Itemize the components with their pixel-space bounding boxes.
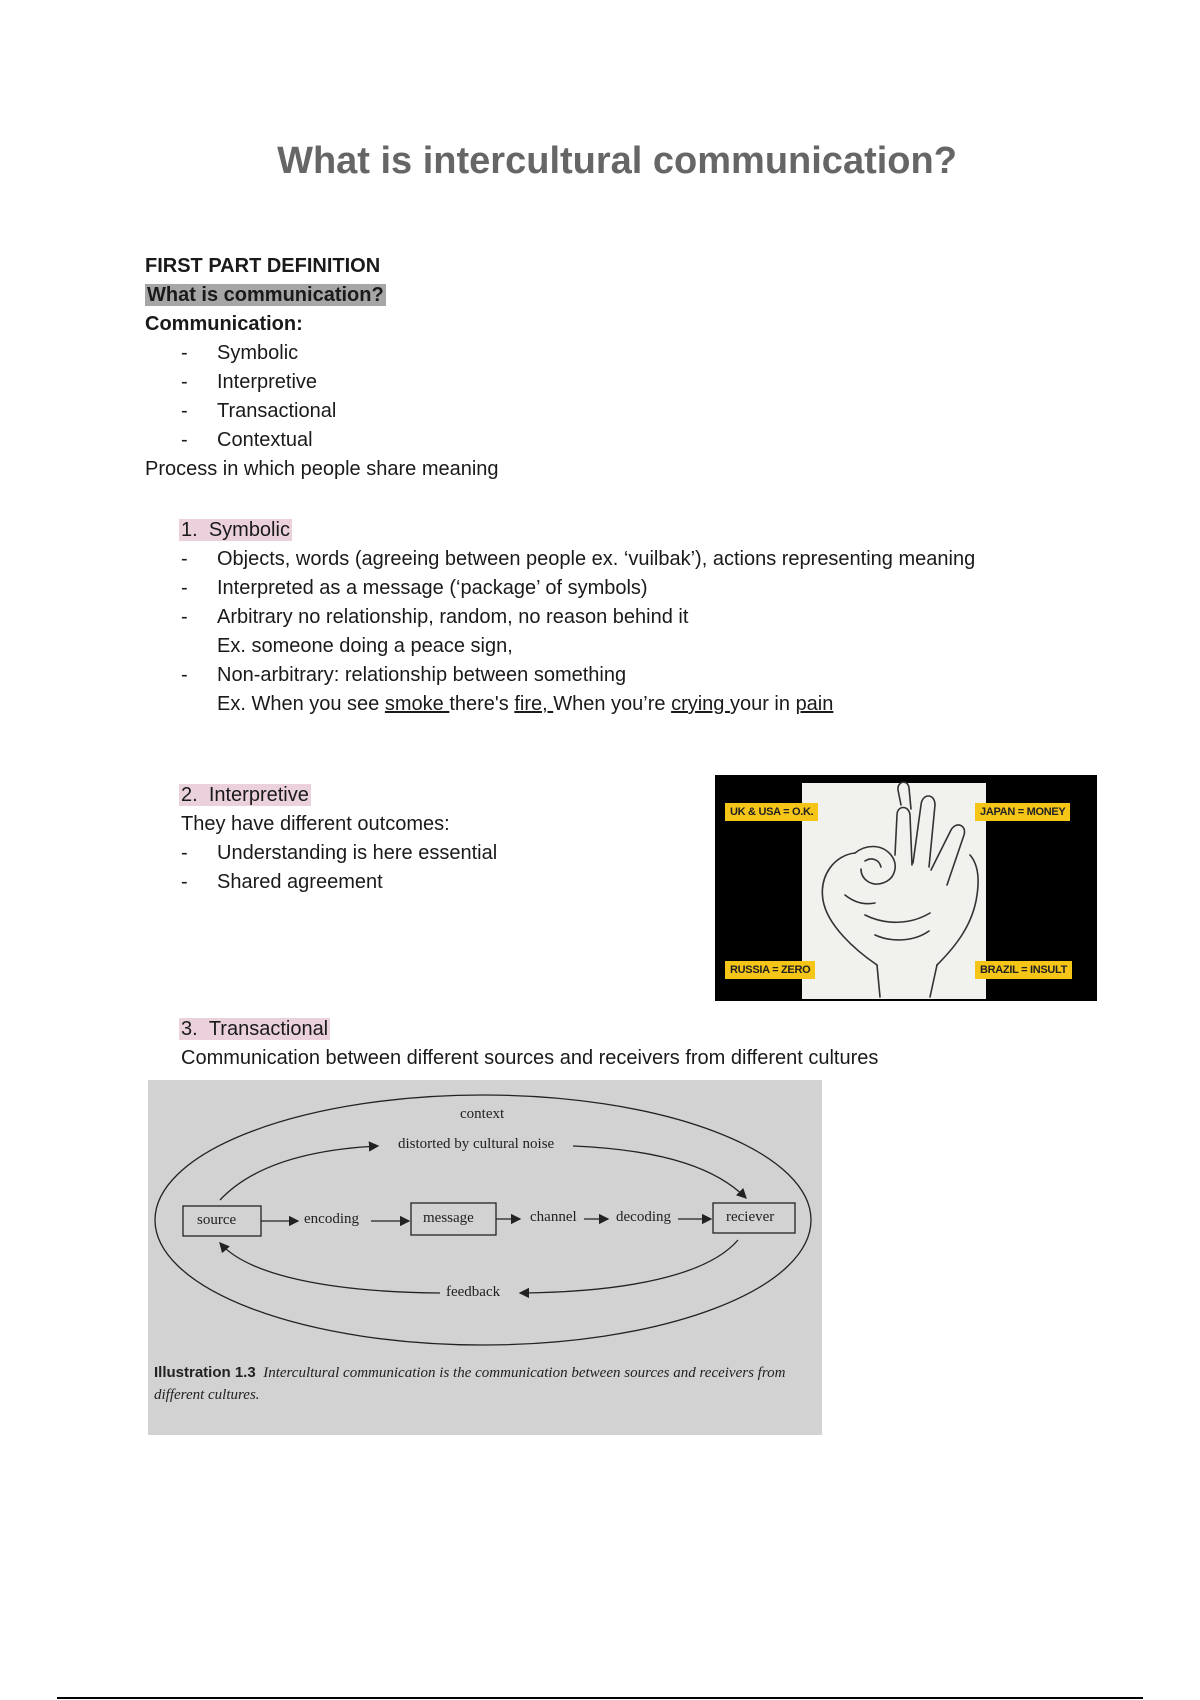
list-item: - Shared agreement [181,871,383,893]
list-item: - Non-arbitrary: relationship between something [181,664,627,686]
definition-section [145,252,499,484]
channel-label: channel [530,1209,577,1225]
tag-uk-usa: UK & USA = O.K. [725,803,818,821]
interpretive-section [145,781,497,897]
list-item: - Understanding is here essential [181,842,498,864]
symbolic-heading: 1. Symbolic [181,519,290,541]
question-heading: What is communication? [147,284,384,306]
tag-brazil: BRAZIL = INSULT [975,961,1072,979]
process-text: Process in which people share meaning [145,458,499,480]
communication-model-diagram [148,1080,822,1435]
page-title: What is intercultural communication? [277,140,957,182]
transactional-heading: 3. Transactional [181,1018,329,1040]
list-item: - Transactional [181,400,337,422]
list-item: - Symbolic [181,342,299,364]
page-bottom-rule [57,1697,1143,1699]
list-item: - Interpreted as a message (‘package’ of symbols) [181,577,648,599]
example-text: Ex. someone doing a peace sign, [217,635,513,657]
transactional-section [145,1015,878,1073]
tag-japan: JAPAN = MONEY [975,803,1070,821]
list-item: - Contextual [181,429,313,451]
decoding-label: decoding [616,1209,671,1225]
list-item: - Arbitrary no relationship, random, no reason behind it [181,606,689,628]
source-box: source [197,1212,237,1228]
intro-text: They have different outcomes: [181,813,450,835]
receiver-box: reciever [726,1209,775,1225]
context-label: context [460,1106,505,1122]
message-box: message [423,1210,474,1226]
noise-label: distorted by cultural noise [398,1136,555,1152]
feedback-label: feedback [446,1284,501,1300]
list-item: - Objects, words (agreeing between people ex. ‘vuilbak’), actions representing meaning [181,548,976,570]
transactional-text: Communication between different sources and receivers from different cultures [181,1047,879,1069]
interpretive-heading: 2. Interpretive [181,784,309,806]
ok-gesture-image [715,775,1097,1001]
example-text: Ex. When you see smoke there's fire, When you’re crying your in pain [217,693,834,715]
encoding-label: encoding [304,1211,359,1227]
communication-label: Communication: [145,313,303,335]
diagram-caption: Illustration 1.3 Intercultural communication is the communication between sources and receivers from different cultures. [154,1364,786,1403]
section-heading: FIRST PART DEFINITION [145,255,381,277]
tag-russia: RUSSIA = ZERO [725,961,815,979]
symbolic-section [145,516,975,719]
list-item: - Interpretive [181,371,318,393]
